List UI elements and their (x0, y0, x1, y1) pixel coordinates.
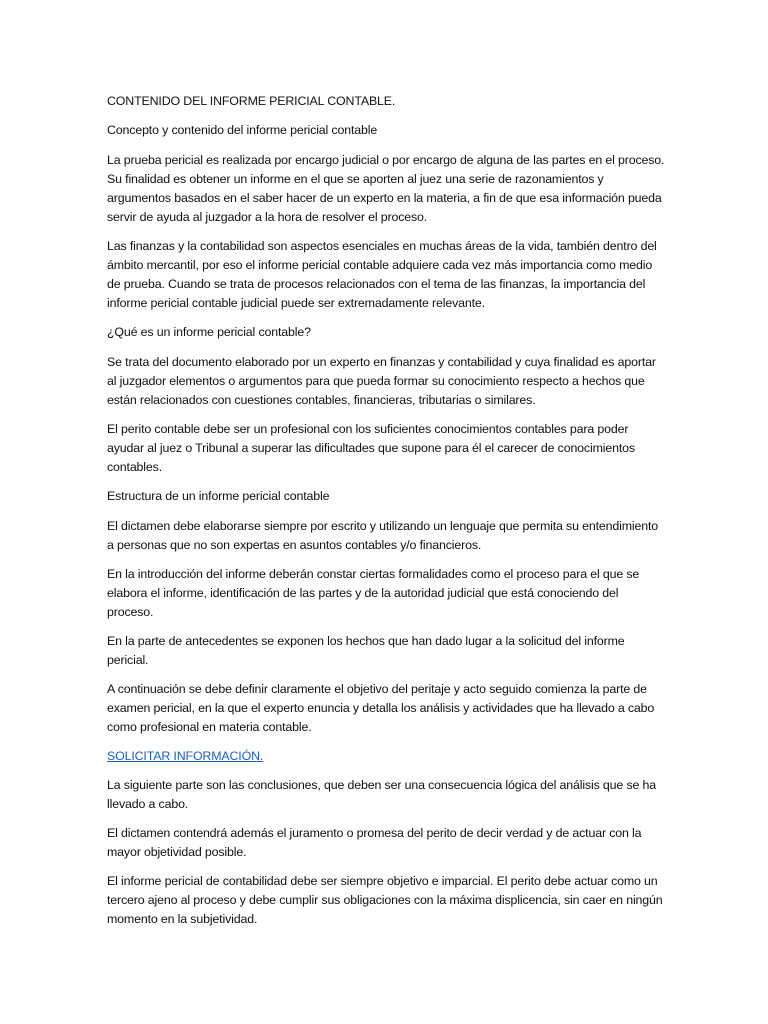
paragraph-introduccion: En la introducción del informe deberán constar ciertas formalidades como el proceso para el que se elabora el informe, identificación de las partes y de la autoridad judicial que está conociendo del proceso. (107, 567, 640, 619)
section-heading-que-es: ¿Qué es un informe pericial contable? (107, 325, 311, 339)
document-title: CONTENIDO DEL INFORME PERICIAL CONTABLE. (107, 94, 396, 108)
paragraph-perito-contable: El perito contable debe ser un profesional con los suficientes conocimientos contables para poder ayudar al juez o Tribunal a superar las dificultades que supone para él el carecer de conocimientos contables. (107, 422, 635, 474)
paragraph-definicion: Se trata del documento elaborado por un experto en finanzas y contabilidad y cuya finalidad es aportar al juzgador elementos o argumentos para que pueda formar su conocimiento respecto a hechos que están relacionados con cuestiones contables, financieras, tributarias o similares. (107, 355, 656, 407)
document-page (107, 92, 667, 939)
solicitar-informacion-paragraph (107, 747, 667, 766)
paragraph-conclusiones: La siguiente parte son las conclusiones, que deben ser una consecuencia lógica del análisis que se ha llevado a cabo. (107, 778, 657, 811)
paragraph-dictamen-escrito: El dictamen debe elaborarse siempre por escrito y utilizando un lenguaje que permita su entendimiento a personas que no son expertas en asuntos contables y/o financieros. (107, 519, 659, 552)
paragraph-objetividad: El informe pericial de contabilidad debe ser siempre objetivo e imparcial. El perito debe actuar como un tercero ajeno al proceso y debe cumplir sus obligaciones con la máxima displicencia, sin caer en ningún momento en la subjetividad. (107, 874, 663, 926)
paragraph-examen-pericial: A continuación se debe definir claramente el objetivo del peritaje y acto seguido comienza la parte de examen pericial, en la que el experto enuncia y detalla los análisis y actividades que ha llevado a cabo como profesional en materia contable. (107, 682, 655, 734)
paragraph-finanzas: Las finanzas y la contabilidad son aspectos esenciales en muchas áreas de la vida, también dentro del ámbito mercantil, por eso el informe pericial contable adquiere cada vez más importancia como medio de prueba. Cuando se trata de procesos relacionados con el tema de las finanzas, la importancia del informe pericial contable judicial puede ser extremadamente relevante. (107, 239, 657, 310)
section-heading-concepto: Concepto y contenido del informe pericial contable (107, 123, 378, 137)
paragraph-juramento: El dictamen contendrá además el juramento o promesa del perito de decir verdad y de actuar con la mayor objetividad posible. (107, 826, 642, 859)
section-heading-estructura: Estructura de un informe pericial contable (107, 489, 330, 503)
paragraph-antecedentes: En la parte de antecedentes se exponen los hechos que han dado lugar a la solicitud del informe pericial. (107, 634, 625, 667)
solicitar-informacion-link[interactable]: SOLICITAR INFORMACIÓN. (107, 749, 264, 763)
paragraph-prueba-pericial: La prueba pericial es realizada por encargo judicial o por encargo de alguna de las partes en el proceso. Su finalidad es obtener un informe en el que se aporten al juez una serie de razonamientos y argumentos basados en el saber hacer de un experto en la materia, a fin de que esa información pueda servir de ayuda al juzgador a la hora de resolver el proceso. (107, 153, 665, 224)
